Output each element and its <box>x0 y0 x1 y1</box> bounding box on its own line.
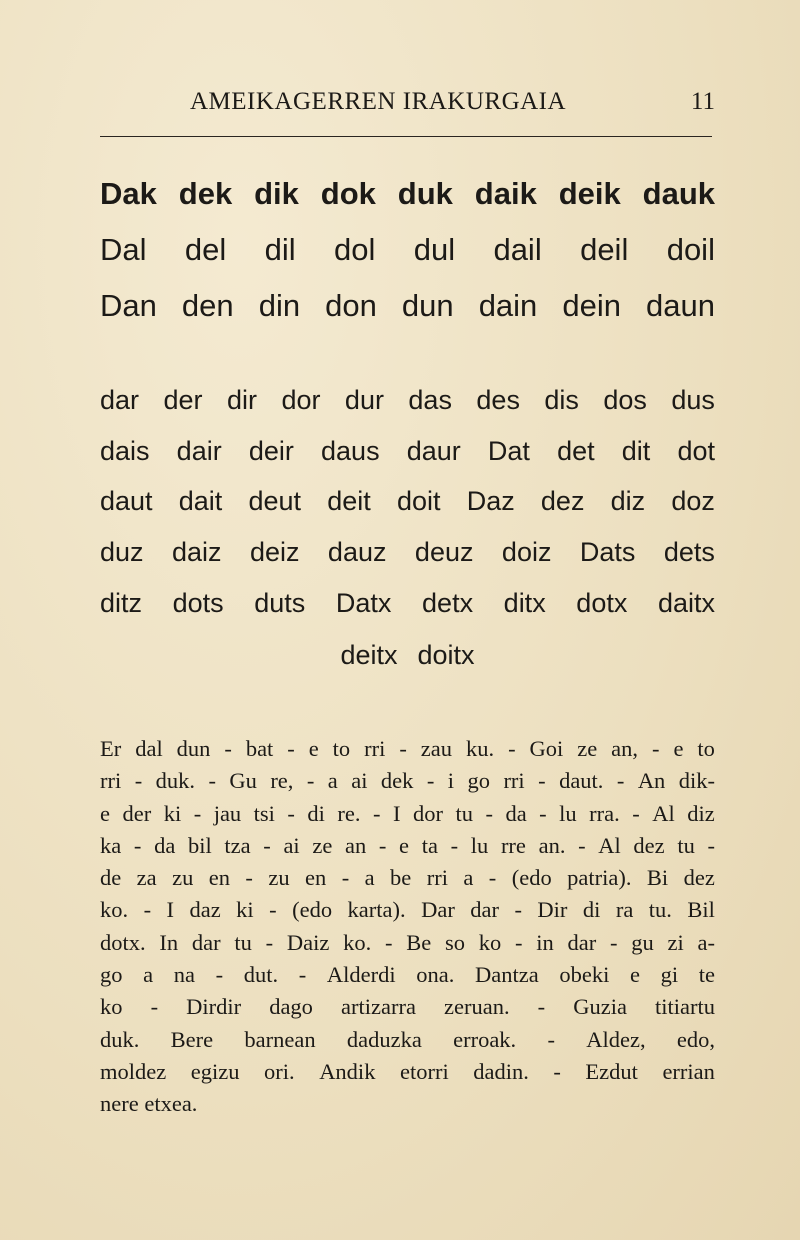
syllable: des <box>476 385 520 415</box>
syllable: dauz <box>327 537 387 567</box>
text-line: ka - da bil tza - ai ze an - e ta - lu rre an. - Al dez tu - <box>100 832 715 858</box>
running-head <box>100 88 715 128</box>
syllable: daiz <box>171 537 222 567</box>
syllable: dit <box>621 436 651 466</box>
syllable-row <box>100 385 715 416</box>
syllable: Dan <box>100 288 157 323</box>
syllable: dait <box>178 486 223 516</box>
syllable-row <box>100 537 715 568</box>
syllable: dus <box>671 385 715 415</box>
syllable: ditx <box>503 588 546 618</box>
syllable: doiz <box>501 537 552 567</box>
syllable: dos <box>603 385 647 415</box>
syllable: den <box>181 288 234 323</box>
text-line: de za zu en - zu en - a be rri a - (edo patria). Bi dez <box>100 865 715 891</box>
text-line: go a na - dut. - Alderdi ona. Dantza obeki e gi te <box>100 962 715 988</box>
syllable: don <box>325 288 377 323</box>
syllable: dek <box>178 176 233 211</box>
syllable: diz <box>610 486 646 516</box>
syllable: Daz <box>466 486 515 516</box>
syllable: Datx <box>335 588 392 618</box>
header-rule <box>100 136 712 137</box>
syllable: daur <box>406 436 461 466</box>
syllable: dun <box>401 288 454 323</box>
syllable: deiz <box>249 537 300 567</box>
syllable: dets <box>663 537 715 567</box>
syllable: dauk <box>642 176 715 211</box>
text-line: moldez egizu ori. Andik etorri dadin. - Ezdut errian <box>100 1058 715 1084</box>
text-line: e der ki - jau tsi - di re. - I dor tu - da - lu rra. - Al diz <box>100 800 715 826</box>
syllable: doitx <box>417 640 475 670</box>
syllable: deuz <box>414 537 474 567</box>
syllable: doit <box>396 486 441 516</box>
syllable: duz <box>100 537 144 567</box>
syllable: der <box>163 385 203 415</box>
syllable: deil <box>580 232 629 267</box>
syllable: duts <box>254 588 306 618</box>
syllable: Dak <box>100 176 157 211</box>
syllable: detx <box>422 588 474 618</box>
syllable: dail <box>493 232 542 267</box>
reading-paragraph <box>100 733 715 1121</box>
syllable-row <box>100 436 715 467</box>
text-line: nere etxea. <box>100 1091 198 1117</box>
syllable: doil <box>666 232 715 267</box>
syllable: dol <box>333 232 376 267</box>
syllable: das <box>408 385 452 415</box>
syllable: dir <box>226 385 257 415</box>
syllable: dor <box>281 385 321 415</box>
syllable: dair <box>176 436 222 466</box>
syllable: dur <box>344 385 384 415</box>
running-title: AMEIKAGERREN IRAKURGAIA <box>190 88 567 115</box>
syllable-row <box>100 640 715 671</box>
syllable: dik <box>254 176 299 211</box>
syllable: dot <box>677 436 715 466</box>
syllable: dez <box>540 486 585 516</box>
syllable: dais <box>100 436 150 466</box>
syllable: det <box>557 436 595 466</box>
syllable: deut <box>248 486 302 516</box>
syllable: deik <box>558 176 621 211</box>
syllable-row <box>100 588 715 619</box>
syllable: dok <box>320 176 376 211</box>
page-number: 11 <box>690 88 715 115</box>
syllable: deir <box>248 436 294 466</box>
text-line: Er dal dun - bat - e to rri - zau ku. - Goi ze an, - e to <box>100 736 715 761</box>
syllable: Dal <box>100 232 147 267</box>
text-line: dotx. In dar tu - Daiz ko. - Be so ko - in dar - gu zi a- <box>100 929 715 955</box>
syllable: din <box>258 288 301 323</box>
syllable: deit <box>327 486 371 516</box>
syllable: del <box>184 232 227 267</box>
text-line: duk. Bere barnean daduzka erroak. - Aldez, edo, <box>100 1026 715 1052</box>
syllable-row <box>100 176 715 212</box>
syllable: daik <box>474 176 537 211</box>
syllable: daut <box>100 486 153 516</box>
syllable: duk <box>397 176 453 211</box>
text-line: rri - duk. - Gu re, - a ai dek - i go rri - daut. - An dik- <box>100 768 715 794</box>
text-line: ko. - I daz ki - (edo karta). Dar dar - Dir di ra tu. Bil <box>100 897 715 923</box>
syllable-row <box>100 232 715 268</box>
syllable: dis <box>544 385 579 415</box>
syllable: dein <box>562 288 621 323</box>
syllable: dotx <box>576 588 628 618</box>
syllable: daitx <box>657 588 715 618</box>
syllable: doz <box>671 486 715 516</box>
syllable: Dats <box>579 537 636 567</box>
syllable-row <box>100 288 715 324</box>
syllable: Dat <box>487 436 530 466</box>
syllable: deitx <box>340 640 398 670</box>
syllable: dar <box>100 385 140 415</box>
syllable: dil <box>264 232 296 267</box>
syllable-row <box>100 486 715 517</box>
syllable: dain <box>478 288 538 323</box>
syllable: daus <box>321 436 380 466</box>
syllable: daun <box>646 288 715 323</box>
syllable: dots <box>172 588 224 618</box>
syllable: dul <box>413 232 456 267</box>
text-line: ko - Dirdir dago artizarra zeruan. - Guzia titiartu <box>100 994 715 1020</box>
syllable: ditz <box>100 588 143 618</box>
